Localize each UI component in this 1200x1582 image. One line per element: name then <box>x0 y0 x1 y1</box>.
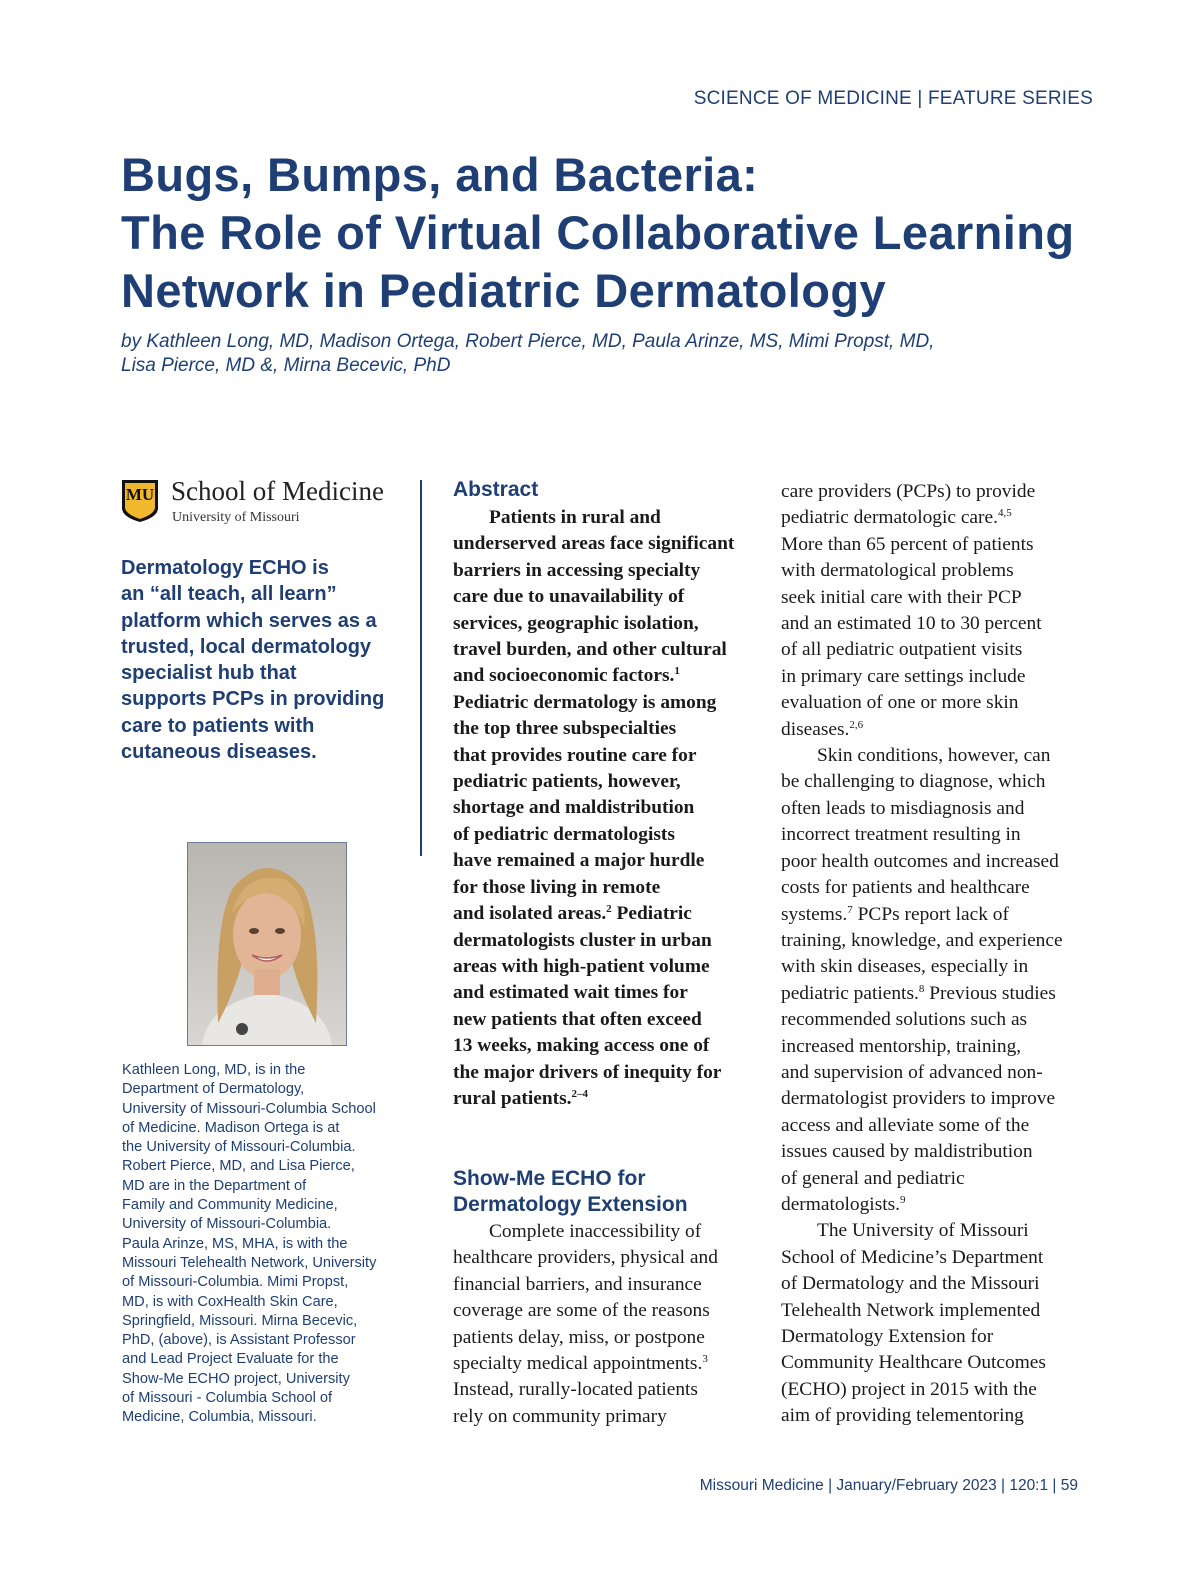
text-line-content: that provides routine care for <box>453 744 697 766</box>
text-line-content: Skin conditions, however, can <box>817 745 1051 767</box>
text-line-content: Patients in rural and <box>489 507 661 528</box>
text-line <box>453 1219 718 1245</box>
text-line-content: for those living in remote <box>453 876 661 898</box>
text-line <box>781 558 1063 584</box>
text-line-content: Telehealth Network implemented <box>781 1299 1041 1321</box>
bio-line: Department of Dermatology, <box>122 1081 305 1098</box>
column-3-body <box>781 479 1063 1430</box>
text-line <box>453 1007 734 1033</box>
running-head: SCIENCE OF MEDICINE | FEATURE SERIES <box>693 88 1093 109</box>
text-line-content: training, knowledge, and experience <box>781 929 1063 951</box>
pull-quote-line: care to patients with <box>121 714 315 737</box>
pull-quote-line: Dermatology ECHO is <box>121 557 329 579</box>
text-line-content: of general and pediatric <box>781 1167 965 1189</box>
byline <box>121 330 1081 378</box>
pull-quote-line: trusted, local dermatology <box>121 635 372 658</box>
pull-quote <box>121 555 416 765</box>
pull-quote-line: cutaneous diseases. <box>121 741 317 764</box>
text-line <box>781 479 1063 505</box>
text-line-tail: Pediatric <box>611 903 692 925</box>
citation-superscript: 7 <box>847 903 853 916</box>
text-line-tail: Previous studies <box>924 982 1056 1004</box>
bio-line: of Missouri - Columbia School of <box>122 1390 333 1407</box>
logo-subtitle: University of Missouri <box>172 510 300 525</box>
text-line <box>453 769 734 795</box>
text-line <box>453 795 734 821</box>
bio-line: of Missouri-Columbia. Mimi Propst, <box>122 1274 349 1291</box>
text-line <box>453 1404 718 1430</box>
text-line <box>453 690 734 716</box>
text-line-content: have remained a major hurdle <box>453 850 705 872</box>
pull-quote-line: specialist hub that <box>121 662 297 685</box>
text-line <box>453 637 734 663</box>
bio-line: Kathleen Long, MD, is in the <box>122 1062 306 1078</box>
text-line <box>781 769 1063 795</box>
pull-quote-line: an “all teach, all learn” <box>121 583 337 606</box>
text-line <box>453 1325 718 1351</box>
text-line-content: rural patients. <box>453 1087 572 1109</box>
text-line <box>781 822 1063 848</box>
abstract-body <box>453 505 734 1112</box>
text-line <box>781 1377 1063 1403</box>
bio-line: MD, is with CoxHealth Skin Care, <box>122 1293 338 1310</box>
text-line-content: More than 65 percent of patients <box>781 533 1034 555</box>
text-line <box>781 1060 1063 1086</box>
text-line <box>453 848 734 874</box>
text-line-content: the major drivers of inequity for <box>453 1061 722 1083</box>
text-line <box>781 1139 1063 1165</box>
text-line-content: of all pediatric outpatient visits <box>781 639 1023 661</box>
text-line-content: travel burden, and other cultural <box>453 639 727 661</box>
text-line <box>781 1298 1063 1324</box>
text-line-content: patients delay, miss, or postpone <box>453 1326 705 1348</box>
bio-line: Springfield, Missouri. Mirna Becevic, <box>122 1312 358 1329</box>
text-line-content: Pediatric dermatology is among <box>453 691 717 713</box>
abstract-heading: Abstract <box>453 478 539 501</box>
article-title <box>121 146 1121 320</box>
citation-superscript: 3 <box>702 1353 708 1366</box>
text-line-content: seek initial care with their PCP <box>781 586 1022 608</box>
bio-line: and Lead Project Evaluate for the <box>122 1351 339 1368</box>
text-line-content: services, geographic isolation, <box>453 612 699 634</box>
text-line <box>453 611 734 637</box>
byline-line: by Kathleen Long, MD, Madison Ortega, Robert Pierce, MD, Paula Arinze, MS, Mimi Propst, MD, <box>121 331 935 352</box>
text-line <box>453 1033 734 1059</box>
text-line-content: and isolated areas. <box>453 903 607 925</box>
text-line <box>781 849 1063 875</box>
section-body <box>453 1219 718 1430</box>
text-line-content: dermatologists cluster in urban <box>453 929 712 951</box>
bio-line: PhD, (above), is Assistant Professor <box>122 1332 356 1349</box>
text-line <box>453 954 734 980</box>
citation-superscript: 2 <box>606 903 612 916</box>
text-line <box>453 928 734 954</box>
citation-superscript: 4,5 <box>997 507 1012 520</box>
text-line <box>781 1192 1063 1218</box>
text-line-content: be challenging to diagnose, which <box>781 771 1046 793</box>
text-line-content: dermatologists. <box>781 1193 901 1215</box>
text-line-content: with skin diseases, especially in <box>781 956 1029 978</box>
bio-line: Paula Arinze, MS, MHA, is with the <box>122 1235 348 1252</box>
text-line <box>781 1007 1063 1033</box>
text-line-content: pediatric patients, however, <box>453 771 681 793</box>
text-line <box>453 505 734 531</box>
title-line: The Role of Virtual Collaborative Learning <box>121 206 1075 259</box>
pull-quote-line: supports PCPs in providing <box>121 688 385 711</box>
column-divider <box>420 480 422 856</box>
text-line-content: the top three subspecialties <box>453 718 677 740</box>
section-heading-line: Dermatology Extension <box>453 1193 688 1217</box>
text-line <box>453 1060 734 1086</box>
byline-line: Lisa Pierce, MD &, Mirna Becevic, PhD <box>121 355 451 376</box>
text-line <box>781 690 1063 716</box>
text-line <box>453 663 734 689</box>
bio-line: MD are in the Department of <box>122 1177 307 1194</box>
text-line-content: issues caused by maldistribution <box>781 1141 1033 1163</box>
text-line-content: Instead, rurally-located patients <box>453 1379 698 1401</box>
text-line-content: evaluation of one or more skin <box>781 692 1019 714</box>
bio-line: Medicine, Columbia, Missouri. <box>122 1409 317 1426</box>
page-footer: Missouri Medicine | January/February 2023 | 120:1 | 59 <box>699 1477 1078 1494</box>
text-line <box>453 1377 718 1403</box>
text-line-content: care due to unavailability of <box>453 586 685 608</box>
citation-superscript: 1 <box>674 665 680 678</box>
text-line-content: and supervision of advanced non- <box>781 1061 1043 1083</box>
text-line-content: underserved areas face significant <box>453 533 735 555</box>
bio-line: Show-Me ECHO project, University <box>122 1370 350 1387</box>
text-line <box>781 1113 1063 1139</box>
text-line <box>781 928 1063 954</box>
text-line-content: School of Medicine’s Department <box>781 1246 1044 1268</box>
section-heading-line: Show-Me ECHO for <box>453 1167 646 1190</box>
text-line <box>453 743 734 769</box>
text-line-content: care providers (PCPs) to provide <box>781 481 1036 502</box>
text-line-content: often leads to misdiagnosis and <box>781 797 1025 819</box>
text-line-content: with dermatological problems <box>781 560 1014 582</box>
author-bio <box>122 1061 422 1428</box>
text-line-content: poor health outcomes and increased <box>781 850 1059 872</box>
text-line <box>781 611 1063 637</box>
text-line <box>453 1272 718 1298</box>
title-line: Bugs, Bumps, and Bacteria: <box>121 148 759 201</box>
text-line-content: costs for patients and healthcare <box>781 877 1030 899</box>
text-line <box>781 902 1063 928</box>
text-line-content: systems. <box>781 903 848 925</box>
citation-superscript: 9 <box>900 1193 906 1206</box>
text-line-content: aim of providing telementoring <box>781 1405 1024 1427</box>
text-line <box>781 1034 1063 1060</box>
text-line <box>453 1298 718 1324</box>
text-line-content: Dermatology Extension for <box>781 1326 994 1347</box>
text-line <box>781 796 1063 822</box>
text-line <box>781 664 1063 690</box>
bio-line: of Medicine. Madison Ortega is at <box>122 1119 340 1136</box>
text-line-content: rely on community primary <box>453 1405 667 1427</box>
text-line <box>781 743 1063 769</box>
text-line <box>453 1086 734 1112</box>
text-line-content: areas with high-patient volume <box>453 955 710 977</box>
citation-superscript: 8 <box>918 982 925 995</box>
text-line-content: and estimated wait times for <box>453 982 688 1004</box>
text-line-tail: PCPs report lack of <box>852 903 1009 925</box>
text-line-content: barriers in accessing specialty <box>453 559 701 581</box>
text-line-content: healthcare providers, physical and <box>453 1247 718 1269</box>
text-line <box>453 822 734 848</box>
text-line-content: 13 weeks, making access one of <box>453 1035 710 1057</box>
text-line-content: diseases. <box>781 718 850 740</box>
text-line-content: recommended solutions such as <box>781 1009 1028 1031</box>
pull-quote-line: platform which serves as a <box>121 609 377 632</box>
text-line-content: in primary care settings include <box>781 665 1026 687</box>
logo-mark-letter-m: MU <box>125 485 155 504</box>
bio-line: Robert Pierce, MD, and Lisa Pierce, <box>122 1158 355 1175</box>
text-line <box>781 1086 1063 1112</box>
text-line <box>781 585 1063 611</box>
citation-superscript: 2–4 <box>571 1087 588 1100</box>
text-line-content: The University of Missouri <box>817 1220 1029 1242</box>
bio-line: University of Missouri-Columbia School <box>122 1100 376 1117</box>
bio-line: Missouri Telehealth Network, University <box>122 1254 377 1271</box>
text-line-content: increased mentorship, training, <box>781 1035 1022 1057</box>
text-line-content: of Dermatology and the Missouri <box>781 1273 1040 1295</box>
bio-line: Family and Community Medicine, <box>122 1197 338 1214</box>
text-line <box>781 875 1063 901</box>
text-line <box>781 981 1063 1007</box>
author-photo <box>187 842 347 1046</box>
text-line-content: pediatric dermatologic care. <box>781 507 998 529</box>
text-line-content: Community Healthcare Outcomes <box>781 1352 1046 1374</box>
text-line-content: pediatric patients. <box>781 982 919 1004</box>
section-heading <box>453 1166 688 1219</box>
text-line-content: and an estimated 10 to 30 percent <box>781 613 1042 635</box>
text-line <box>781 1271 1063 1297</box>
text-line-content: of pediatric dermatologists <box>453 823 675 845</box>
text-line <box>453 1351 718 1377</box>
text-line-content: coverage are some of the reasons <box>453 1300 710 1322</box>
text-line <box>453 716 734 742</box>
text-line <box>453 875 734 901</box>
citation-superscript: 2,6 <box>849 718 864 731</box>
text-line <box>781 717 1063 743</box>
portrait-image <box>188 843 346 1045</box>
text-line <box>781 1403 1063 1429</box>
text-line <box>781 954 1063 980</box>
text-line <box>453 1245 718 1271</box>
text-line-content: incorrect treatment resulting in <box>781 824 1021 846</box>
text-line-content: and socioeconomic factors. <box>453 665 675 687</box>
bio-line: University of Missouri-Columbia. <box>122 1216 332 1233</box>
text-line <box>781 1218 1063 1244</box>
text-line-content: Complete inaccessibility of <box>489 1221 702 1242</box>
school-logo <box>121 476 421 524</box>
text-line <box>453 901 734 927</box>
logo-title: School of Medicine <box>171 476 384 506</box>
text-line <box>781 1245 1063 1271</box>
text-line-content: access and alleviate some of the <box>781 1114 1030 1136</box>
text-line-content: shortage and maldistribution <box>453 797 695 819</box>
text-line <box>781 505 1063 531</box>
title-line: Network in Pediatric Dermatology <box>121 264 886 317</box>
text-line-content: (ECHO) project in 2015 with the <box>781 1378 1037 1400</box>
text-line <box>781 1166 1063 1192</box>
text-line <box>453 558 734 584</box>
mu-shield-icon <box>121 479 159 523</box>
text-line <box>781 532 1063 558</box>
text-line <box>453 980 734 1006</box>
text-line-content: financial barriers, and insurance <box>453 1273 702 1295</box>
text-line-content: new patients that often exceed <box>453 1008 702 1030</box>
text-line <box>781 1350 1063 1376</box>
bio-line: the University of Missouri-Columbia. <box>122 1139 356 1156</box>
text-line <box>453 531 734 557</box>
text-line <box>781 1324 1063 1350</box>
text-line-content: specialty medical appointments. <box>453 1353 703 1375</box>
text-line <box>453 584 734 610</box>
text-line <box>781 637 1063 663</box>
text-line-content: dermatologist providers to improve <box>781 1088 1056 1110</box>
